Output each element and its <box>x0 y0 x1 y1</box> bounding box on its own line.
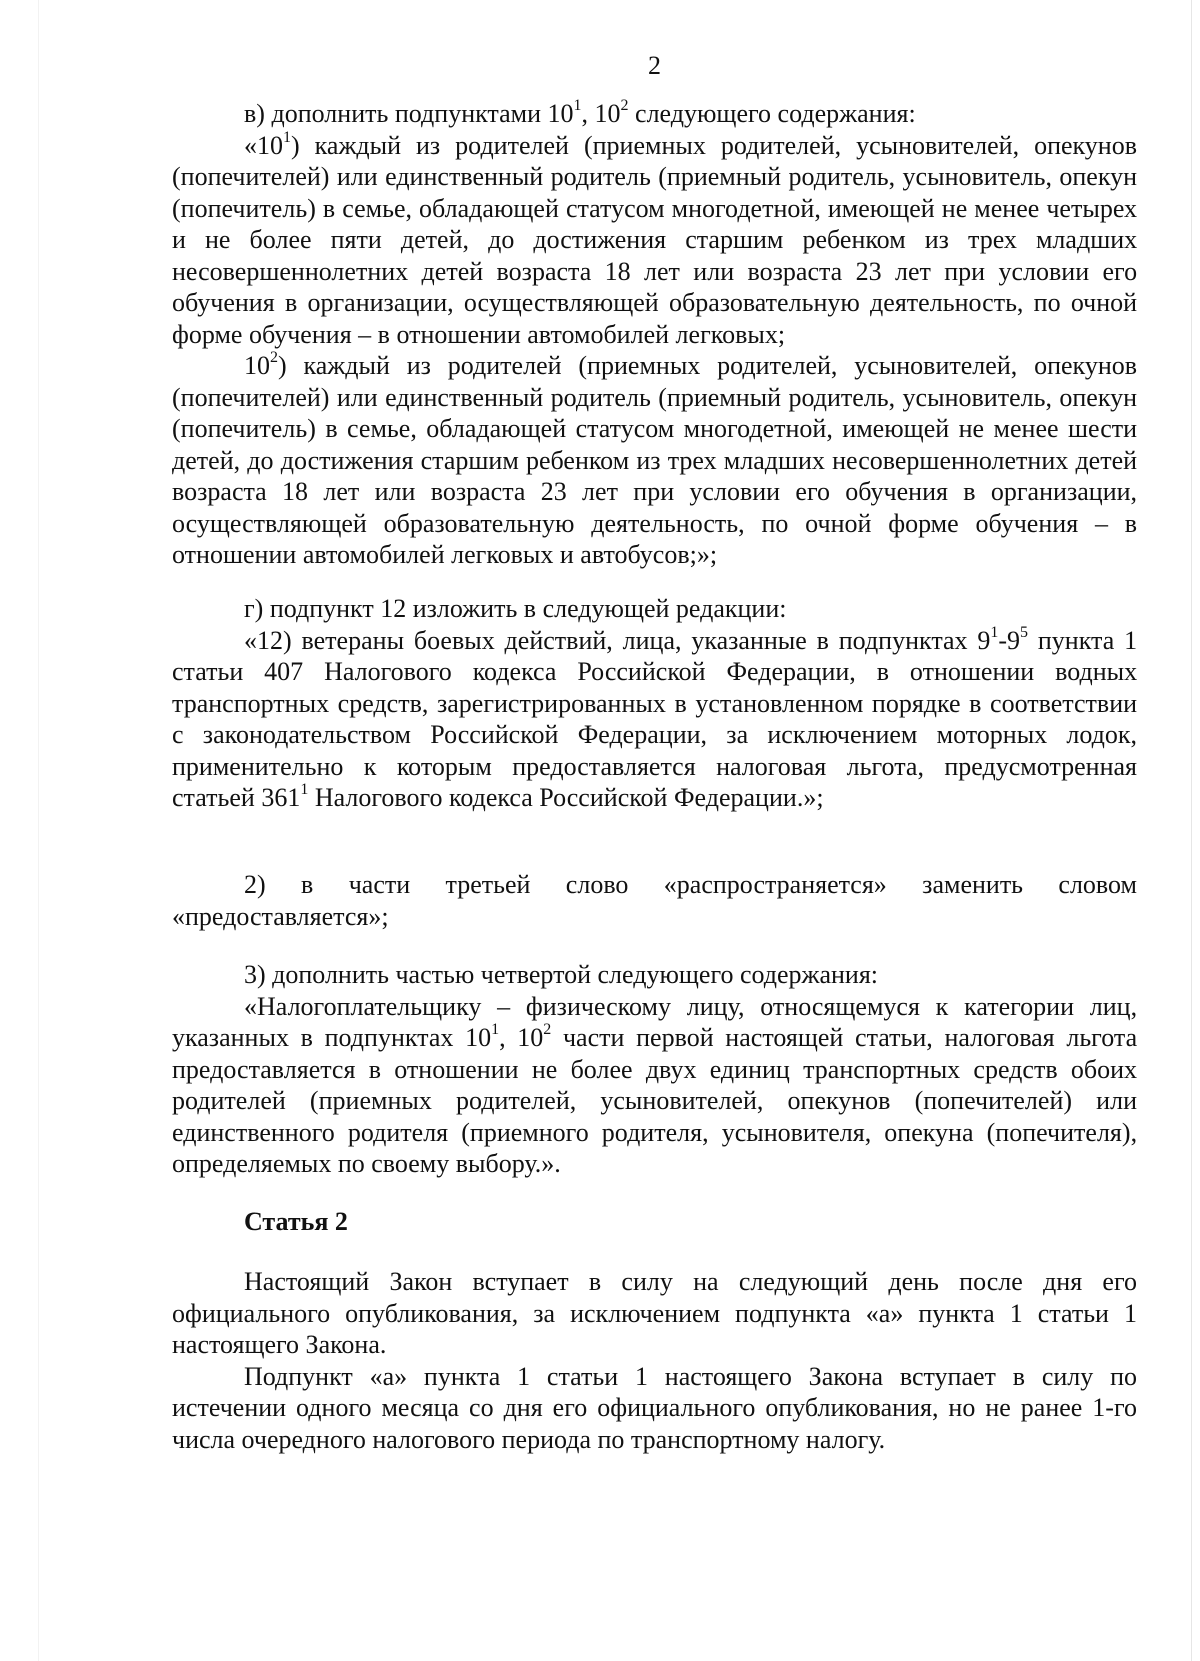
item-2-text: 2) в части третьей слово «распространяется» заменить словом «предоставляется»; <box>172 870 1137 931</box>
scan-edge-right <box>1191 0 1192 1661</box>
article-2-heading: Статья 2 <box>244 1207 348 1236</box>
subitem-12: «12) ветераны боевых действий, лица, указанные в подпунктах $9^1-9^5$ пункта 1 статьи 407 Налогового кодекса Российской Федерации, в отношении водных транспортных средств, зарегистрированных в установленном порядке в соответствии с законодательством Российской Федерации, за исключением моторных лодок, применительно к которым предоставляется налоговая льгота, предусмотренная статьей $361^1$ Налогового кодекса Российской Федерации.»; <box>172 623 1138 812</box>
item-3 <box>172 959 1137 1180</box>
section-g <box>172 593 1137 814</box>
article-2-paragraph-2: Подпункт «а» пункта 1 статьи 1 настоящего Закона вступает в силу по истечении одного месяца со дня его официального опубликования, но не ранее 1-го числа очередного налогового периода по транспортному налогу. <box>172 1361 1137 1454</box>
item-2 <box>172 869 1137 932</box>
document-page <box>172 0 1137 1661</box>
article-2-paragraph-1: Настоящий Закон вступает в силу на следующий день после дня его официального опубликования, за исключением подпункта «а» пункта 1 статьи 1 настоящего Закона. <box>172 1267 1137 1359</box>
subitem-10-2: $10^2$) каждый из родителей (приемных родителей, усыновителей, опекунов (попечителей) или единственный родитель (приемный родитель, усыновитель, опекун (попечитель) в семье, обладающей статусом многодетной, имеющей не менее шести детей, до достижения старшим ребенком из трех младших несовершеннолетних детей возраста 18 лет или возраста 23 лет при условии его обучения в организации, осуществляющей образовательную деятельность, по очной форме обучения – в отношении автомобилей легковых и автобусов;»; <box>172 349 1138 569</box>
section-v-intro: в) дополнить подпунктами $10^1$, $10^2$ следующего содержания: <box>244 97 916 128</box>
item-3-text: «Налогоплательщику – физическому лицу, относящемуся к категории лиц, указанных в подпунктах $10^1$, $10^2$ части первой настоящей статьи, налоговая льгота предоставляется в отношении не более двух единиц транспортных средств обоих родителей (приемных родителей, усыновителей, опекунов (попечителей) или единственного родителя (приемного родителя, усыновителя, опекуна (попечителя), определяемых по своему выбору.». <box>172 991 1138 1178</box>
page-number: 2 <box>648 51 661 80</box>
scan-edge-left <box>38 0 39 1661</box>
section-v <box>172 98 1137 571</box>
article-2-body <box>172 1266 1137 1455</box>
section-g-intro: г) подпункт 12 изложить в следующей редакции: <box>244 594 787 623</box>
subitem-10-1: «$10^1$) каждый из родителей (приемных родителей, усыновителей, опекунов (попечителей) или единственный родитель (приемный родитель, усыновитель, опекун (попечитель) в семье, обладающей статусом многодетной, имеющей не менее четырех и не более пяти детей, до достижения старшим ребенком из трех младших несовершеннолетних детей возраста 18 лет или возраста 23 лет при условии его обучения в организации, осуществляющей образовательную деятельность, по очной форме обучения – в отношении автомобилей легковых; <box>172 128 1138 349</box>
item-3-intro: 3) дополнить частью четвертой следующего содержания: <box>244 960 879 989</box>
article-2 <box>172 1206 1137 1238</box>
